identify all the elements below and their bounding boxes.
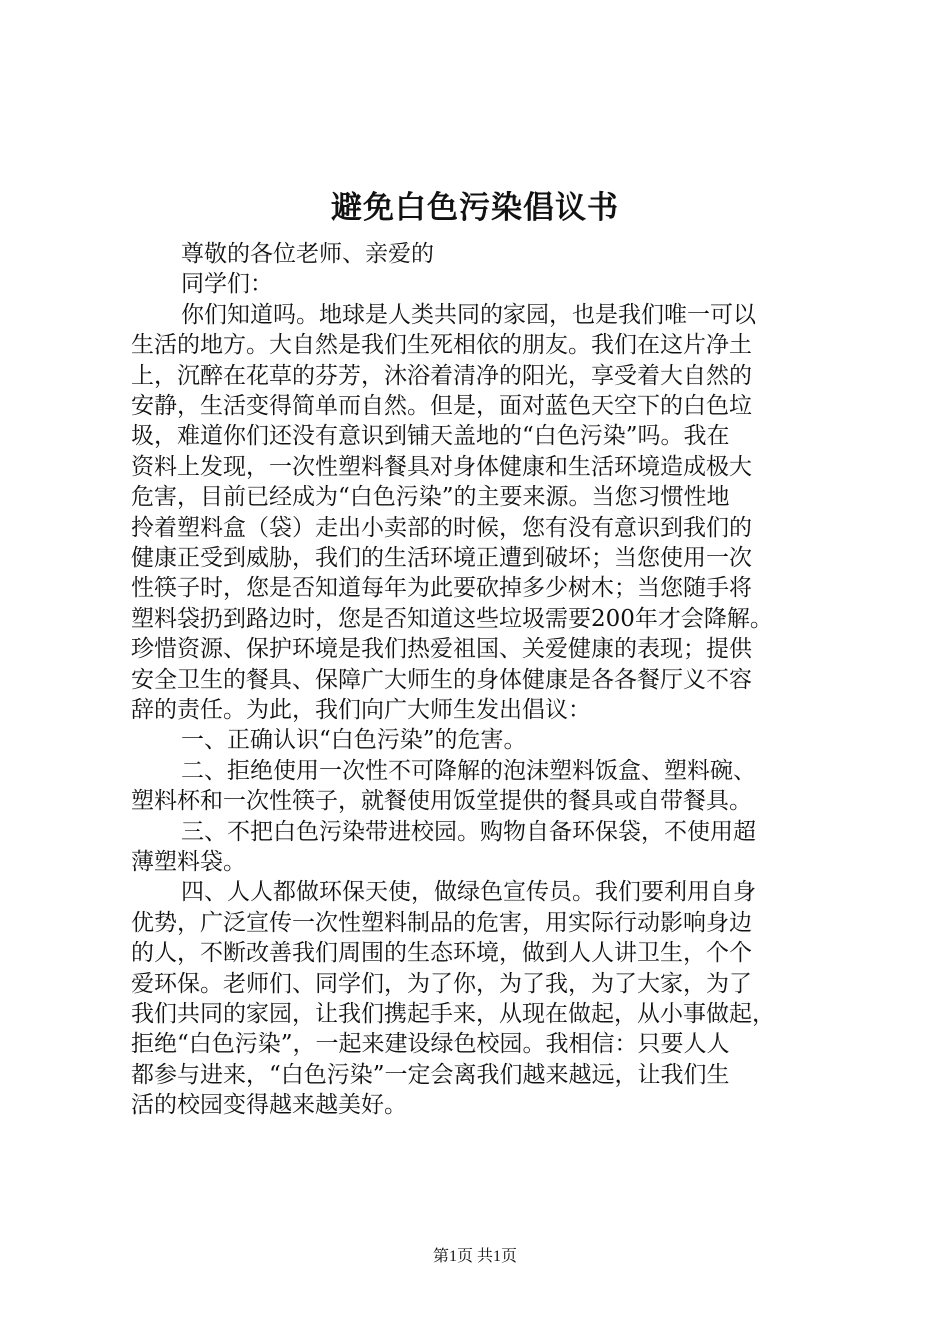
document-title: 避免白色污染倡议书 [331, 190, 619, 226]
page-footer: 第1页 共1页 [432, 1248, 517, 1265]
text-line: 你们知道吗。地球是人类共同的家园，也是我们唯一可以 [181, 302, 756, 328]
text-line: 优势，广泛宣传一次性塑料制品的危害，用实际行动影响身边 [131, 910, 752, 936]
text-line: 健康正受到威胁，我们的生活环境正遭到破坏；当您使用一次 [131, 545, 752, 571]
text-line: 塑料杯和一次性筷子，就餐使用饭堂提供的餐具或自带餐具。 [131, 788, 752, 814]
text-line: 尊敬的各位老师、亲爱的 [181, 241, 434, 267]
text-line: 活的校园变得越来越美好。 [131, 1092, 407, 1118]
text-line: 危害，目前已经成为“白色污染”的主要来源。当您习惯性地 [131, 484, 730, 510]
text-line: 爱环保。老师们、同学们，为了你，为了我，为了大家，为了 [131, 971, 752, 997]
text-line: 辞的责任。为此，我们向广大师生发出倡议： [131, 697, 591, 723]
text-line: 珍惜资源、保护环境是我们热爱祖国、关爱健康的表现；提供 [131, 636, 752, 662]
text-line: 四、人人都做环保天使，做绿色宣传员。我们要利用自身 [181, 879, 756, 905]
text-line: 资料上发现，一次性塑料餐具对身体健康和生活环境造成极大 [131, 454, 752, 480]
text-line: 拎着塑料盒（袋）走出小卖部的时候，您有没有意识到我们的 [131, 515, 752, 541]
text-line: 薄塑料袋。 [131, 849, 246, 875]
text-line: 同学们： [181, 271, 273, 297]
text-line: 塑料袋扔到路边时，您是否知道这些垃圾需要200年才会降解。 [131, 606, 773, 632]
text-line: 上，沉醉在花草的芬芳，沐浴着清净的阳光，享受着大自然的 [131, 363, 752, 389]
text-line: 圾，难道你们还没有意识到铺天盖地的“白色污染”吗。我在 [131, 423, 730, 449]
text-line: 安全卫生的餐具、保障广大师生的身体健康是各各餐厅义不容 [131, 667, 752, 693]
text-line: 安静，生活变得简单而自然。但是，面对蓝色天空下的白色垃 [131, 393, 752, 419]
text-line: 三、不把白色污染带进校园。购物自备环保袋，不使用超 [181, 819, 756, 845]
text-line: 性筷子时，您是否知道每年为此要砍掉多少树木；当您随手将 [131, 575, 752, 601]
text-line: 二、拒绝使用一次性不可降解的泡沫塑料饭盒、塑料碗、 [181, 758, 756, 784]
text-line: 生活的地方。大自然是我们生死相依的朋友。我们在这片净土 [131, 332, 752, 358]
text-line: 拒绝“白色污染”，一起来建设绿色校园。我相信：只要人人 [131, 1031, 730, 1057]
text-line: 我们共同的家园，让我们携起手来，从现在做起，从小事做起， [131, 1001, 775, 1027]
text-line: 都参与进来，“白色污染”一定会离我们越来越远，让我们生 [131, 1062, 730, 1088]
text-line: 的人，不断改善我们周围的生态环境，做到人人讲卫生，个个 [131, 940, 752, 966]
text-line: 一、正确认识“白色污染”的危害。 [181, 727, 527, 753]
